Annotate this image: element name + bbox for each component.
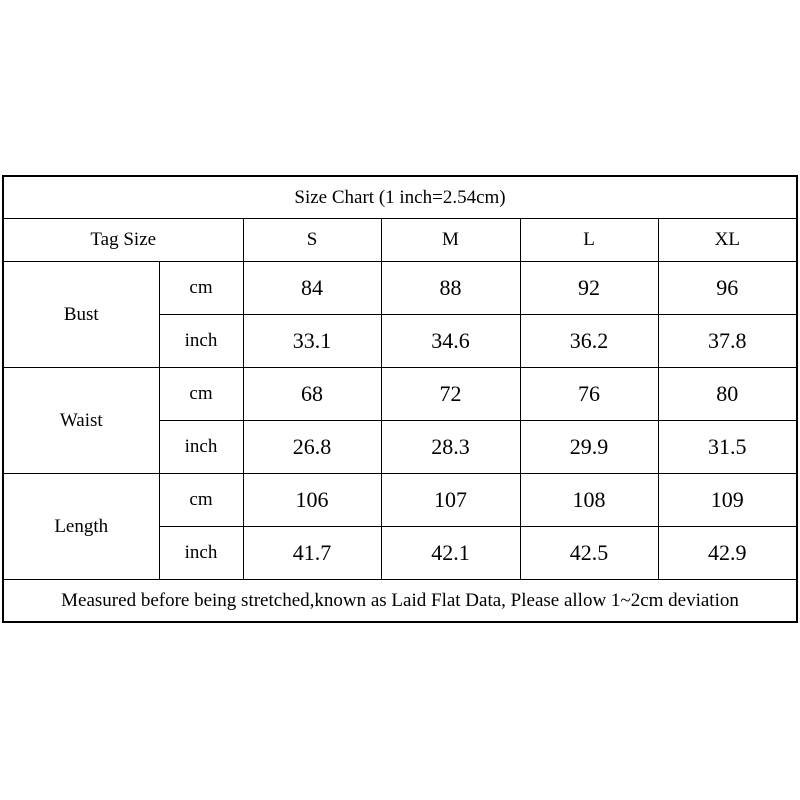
unit-label: inch bbox=[159, 421, 243, 474]
table-title: Size Chart (1 inch=2.54cm) bbox=[3, 176, 797, 219]
value-cell: 28.3 bbox=[381, 421, 520, 474]
table-row bbox=[3, 368, 797, 421]
measurement-label-waist: Waist bbox=[3, 368, 159, 474]
value-cell: 33.1 bbox=[243, 315, 381, 368]
value-cell: 80 bbox=[658, 368, 797, 421]
table-row bbox=[3, 474, 797, 527]
table-row bbox=[3, 262, 797, 315]
unit-label: cm bbox=[159, 368, 243, 421]
value-cell: 84 bbox=[243, 262, 381, 315]
value-cell: 106 bbox=[243, 474, 381, 527]
value-cell: 42.1 bbox=[381, 527, 520, 580]
unit-label: cm bbox=[159, 474, 243, 527]
unit-label: inch bbox=[159, 315, 243, 368]
measurement-note: Measured before being stretched,known as Laid Flat Data, Please allow 1~2cm deviation bbox=[3, 580, 797, 623]
value-cell: 88 bbox=[381, 262, 520, 315]
size-header-l: L bbox=[520, 219, 658, 262]
value-cell: 68 bbox=[243, 368, 381, 421]
value-cell: 26.8 bbox=[243, 421, 381, 474]
value-cell: 76 bbox=[520, 368, 658, 421]
size-header-m: M bbox=[381, 219, 520, 262]
value-cell: 34.6 bbox=[381, 315, 520, 368]
size-chart-table bbox=[2, 175, 798, 623]
value-cell: 42.9 bbox=[658, 527, 797, 580]
value-cell: 107 bbox=[381, 474, 520, 527]
measurement-label-length: Length bbox=[3, 474, 159, 580]
value-cell: 41.7 bbox=[243, 527, 381, 580]
value-cell: 42.5 bbox=[520, 527, 658, 580]
value-cell: 108 bbox=[520, 474, 658, 527]
value-cell: 72 bbox=[381, 368, 520, 421]
value-cell: 37.8 bbox=[658, 315, 797, 368]
size-header-s: S bbox=[243, 219, 381, 262]
value-cell: 36.2 bbox=[520, 315, 658, 368]
tag-size-header: Tag Size bbox=[3, 219, 243, 262]
value-cell: 31.5 bbox=[658, 421, 797, 474]
value-cell: 92 bbox=[520, 262, 658, 315]
value-cell: 29.9 bbox=[520, 421, 658, 474]
unit-label: inch bbox=[159, 527, 243, 580]
measurement-label-bust: Bust bbox=[3, 262, 159, 368]
size-header-xl: XL bbox=[658, 219, 797, 262]
unit-label: cm bbox=[159, 262, 243, 315]
value-cell: 109 bbox=[658, 474, 797, 527]
value-cell: 96 bbox=[658, 262, 797, 315]
